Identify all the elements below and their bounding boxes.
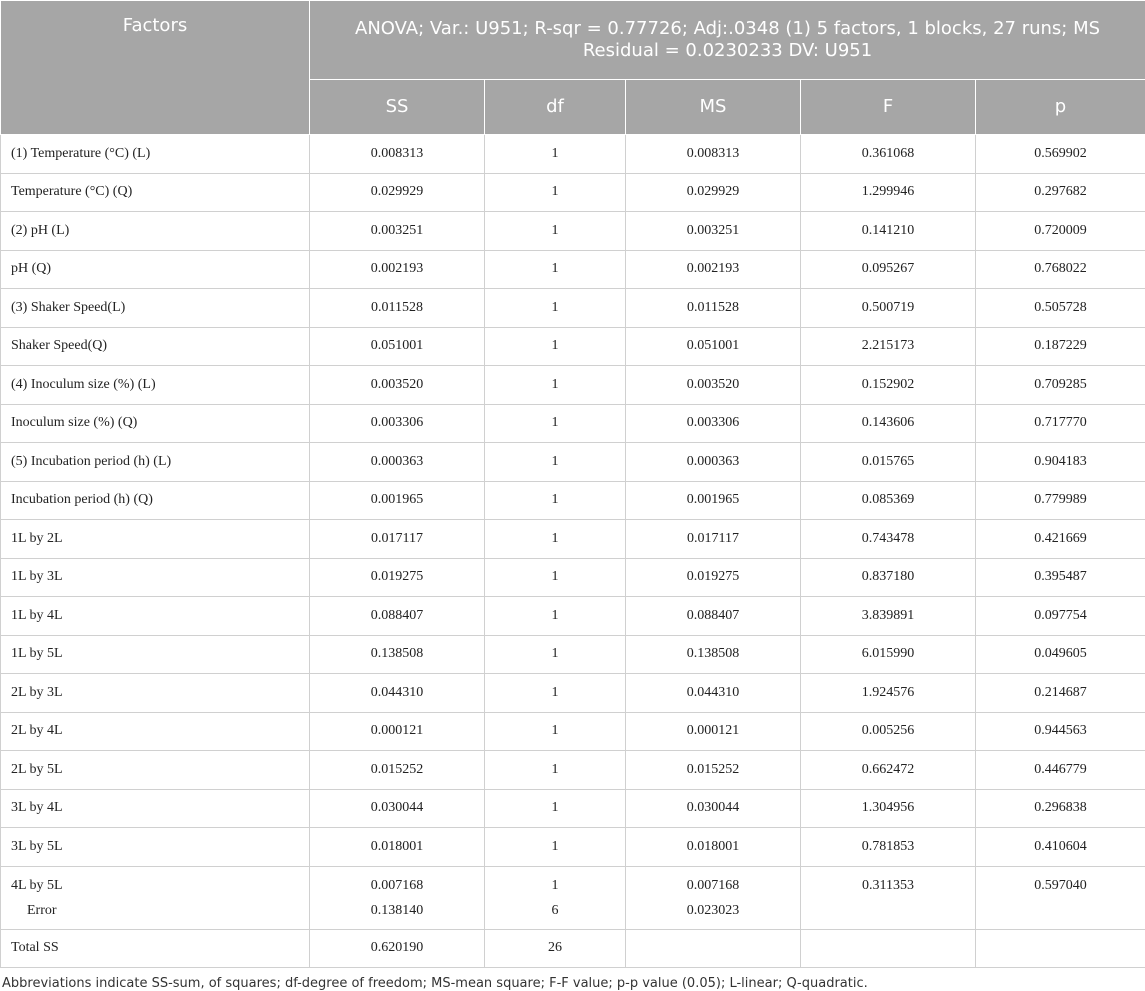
ms-cell: 0.000121 (626, 712, 801, 751)
ss-cell: 0.018001 (310, 828, 485, 867)
ss-cell: 0.003520 (310, 366, 485, 405)
table-row (1, 712, 1145, 751)
ss-cell (310, 866, 485, 929)
df-cell: 1 (485, 712, 626, 751)
ms-cell: 0.003306 (626, 404, 801, 443)
df-cell: 1 (485, 828, 626, 867)
factor-cell: Shaker Speed(Q) (1, 327, 310, 366)
factor-cell: Inoculum size (%) (Q) (1, 404, 310, 443)
table-row (1, 751, 1145, 790)
ss-cell: 0.051001 (310, 327, 485, 366)
ss-cell: 0.029929 (310, 173, 485, 212)
factor-cell: pH (Q) (1, 250, 310, 289)
ss-cell: 0.003251 (310, 212, 485, 251)
p-cell: 0.717770 (976, 404, 1145, 443)
df-cell: 1 (485, 520, 626, 559)
df-value-error: 6 (485, 898, 625, 923)
factor-cell: 2L by 3L (1, 674, 310, 713)
factor-cell: Total SS (1, 929, 310, 968)
p-cell: 0.214687 (976, 674, 1145, 713)
f-cell: 0.095267 (801, 250, 976, 289)
ss-cell: 0.003306 (310, 404, 485, 443)
f-cell: 6.015990 (801, 635, 976, 674)
p-cell: 0.395487 (976, 558, 1145, 597)
factor-cell (1, 866, 310, 929)
ss-cell: 0.019275 (310, 558, 485, 597)
f-cell: 0.662472 (801, 751, 976, 790)
table-row (1, 635, 1145, 674)
f-cell: 0.143606 (801, 404, 976, 443)
ms-cell: 0.001965 (626, 481, 801, 520)
p-value: 0.597040 (976, 873, 1145, 898)
table-body (1, 135, 1145, 968)
ms-cell: 0.029929 (626, 173, 801, 212)
col-header-f: F (801, 79, 976, 134)
p-cell: 0.187229 (976, 327, 1145, 366)
f-cell: 0.005256 (801, 712, 976, 751)
f-cell: 0.500719 (801, 289, 976, 328)
ms-cell: 0.011528 (626, 289, 801, 328)
table-row (1, 789, 1145, 828)
ms-cell: 0.002193 (626, 250, 801, 289)
ss-cell: 0.044310 (310, 674, 485, 713)
df-cell: 1 (485, 443, 626, 482)
table-row-combined (1, 866, 1145, 929)
ms-cell: 0.003520 (626, 366, 801, 405)
df-cell: 1 (485, 366, 626, 405)
ss-value: 0.007168 (310, 873, 484, 898)
df-cell: 1 (485, 212, 626, 251)
ss-cell: 0.138508 (310, 635, 485, 674)
factors-header: Factors (1, 1, 310, 135)
ms-cell: 0.018001 (626, 828, 801, 867)
p-cell: 0.904183 (976, 443, 1145, 482)
p-cell: 0.779989 (976, 481, 1145, 520)
p-cell: 0.296838 (976, 789, 1145, 828)
df-cell: 1 (485, 327, 626, 366)
p-cell: 0.505728 (976, 289, 1145, 328)
table-row (1, 481, 1145, 520)
ms-value-error: 0.023023 (626, 898, 800, 923)
factor-cell: Temperature (°C) (Q) (1, 173, 310, 212)
anova-title-header: ANOVA; Var.: U951; R-sqr = 0.77726; Adj:.0348 (1) 5 factors, 1 blocks, 27 runs; MS Residual = 0.0230233 DV: U951 (310, 1, 1145, 80)
factor-cell: 1L by 3L (1, 558, 310, 597)
p-cell (976, 866, 1145, 929)
table-row (1, 173, 1145, 212)
df-cell: 1 (485, 404, 626, 443)
f-cell: 0.141210 (801, 212, 976, 251)
f-cell: 0.152902 (801, 366, 976, 405)
p-cell: 0.410604 (976, 828, 1145, 867)
df-value: 1 (485, 873, 625, 898)
table-row (1, 366, 1145, 405)
ms-cell: 0.000363 (626, 443, 801, 482)
df-cell: 1 (485, 558, 626, 597)
p-cell: 0.297682 (976, 173, 1145, 212)
ss-cell: 0.002193 (310, 250, 485, 289)
f-cell: 0.781853 (801, 828, 976, 867)
factor-cell: (3) Shaker Speed(L) (1, 289, 310, 328)
col-header-p: p (976, 79, 1145, 134)
table-row (1, 212, 1145, 251)
ss-cell: 0.017117 (310, 520, 485, 559)
df-cell: 1 (485, 250, 626, 289)
f-cell: 1.924576 (801, 674, 976, 713)
table-row-total (1, 929, 1145, 968)
ms-cell: 0.015252 (626, 751, 801, 790)
factor-cell: 3L by 5L (1, 828, 310, 867)
ms-cell: 0.044310 (626, 674, 801, 713)
col-header-ms: MS (626, 79, 801, 134)
factor-name-error: Error (11, 898, 309, 923)
f-cell (801, 929, 976, 968)
ms-cell: 0.051001 (626, 327, 801, 366)
table-row (1, 674, 1145, 713)
table-row (1, 404, 1145, 443)
table-row (1, 558, 1145, 597)
col-header-ss: SS (310, 79, 485, 134)
footnote: Abbreviations indicate SS-sum, of squares; df-degree of freedom; MS-mean square; F-F value; p-p value (0.05); L-linear; Q-quadratic. (2, 976, 1145, 991)
factor-cell: 1L by 4L (1, 597, 310, 636)
f-cell (801, 866, 976, 929)
ss-cell: 0.015252 (310, 751, 485, 790)
f-cell: 0.085369 (801, 481, 976, 520)
factor-cell: 3L by 4L (1, 789, 310, 828)
ss-cell: 0.000121 (310, 712, 485, 751)
df-cell: 26 (485, 929, 626, 968)
ss-cell: 0.030044 (310, 789, 485, 828)
table-row (1, 327, 1145, 366)
ms-value: 0.007168 (626, 873, 800, 898)
p-cell: 0.709285 (976, 366, 1145, 405)
f-cell: 1.299946 (801, 173, 976, 212)
factor-name: 4L by 5L (11, 873, 309, 898)
table-header (1, 1, 1145, 135)
f-cell: 2.215173 (801, 327, 976, 366)
df-cell (485, 866, 626, 929)
ss-cell: 0.011528 (310, 289, 485, 328)
table-row (1, 597, 1145, 636)
p-cell: 0.944563 (976, 712, 1145, 751)
df-cell: 1 (485, 635, 626, 674)
p-cell (976, 929, 1145, 968)
factor-cell: 1L by 2L (1, 520, 310, 559)
ss-cell: 0.620190 (310, 929, 485, 968)
f-value: 0.311353 (801, 873, 975, 898)
factor-cell: Incubation period (h) (Q) (1, 481, 310, 520)
df-cell: 1 (485, 751, 626, 790)
df-cell: 1 (485, 597, 626, 636)
factor-cell: (1) Temperature (°C) (L) (1, 135, 310, 174)
col-header-df: df (485, 79, 626, 134)
factor-cell: (4) Inoculum size (%) (L) (1, 366, 310, 405)
f-cell: 0.361068 (801, 135, 976, 174)
df-cell: 1 (485, 674, 626, 713)
df-cell: 1 (485, 481, 626, 520)
f-cell: 0.837180 (801, 558, 976, 597)
f-cell: 0.743478 (801, 520, 976, 559)
ms-cell: 0.003251 (626, 212, 801, 251)
ss-cell: 0.088407 (310, 597, 485, 636)
ss-value-error: 0.138140 (310, 898, 484, 923)
df-cell: 1 (485, 135, 626, 174)
f-cell: 0.015765 (801, 443, 976, 482)
p-cell: 0.097754 (976, 597, 1145, 636)
p-cell: 0.421669 (976, 520, 1145, 559)
ms-cell: 0.088407 (626, 597, 801, 636)
ss-cell: 0.001965 (310, 481, 485, 520)
table-row (1, 250, 1145, 289)
ms-cell: 0.138508 (626, 635, 801, 674)
table-row (1, 135, 1145, 174)
p-cell: 0.768022 (976, 250, 1145, 289)
df-cell: 1 (485, 289, 626, 328)
factor-cell: 2L by 4L (1, 712, 310, 751)
df-cell: 1 (485, 789, 626, 828)
ms-cell (626, 866, 801, 929)
table-row (1, 443, 1145, 482)
p-cell: 0.720009 (976, 212, 1145, 251)
ss-cell: 0.000363 (310, 443, 485, 482)
f-cell: 3.839891 (801, 597, 976, 636)
table-row (1, 289, 1145, 328)
p-cell: 0.049605 (976, 635, 1145, 674)
ms-cell: 0.008313 (626, 135, 801, 174)
factor-cell: (2) pH (L) (1, 212, 310, 251)
table-row (1, 520, 1145, 559)
ms-cell: 0.019275 (626, 558, 801, 597)
f-cell: 1.304956 (801, 789, 976, 828)
ms-cell (626, 929, 801, 968)
factor-cell: 2L by 5L (1, 751, 310, 790)
p-cell: 0.446779 (976, 751, 1145, 790)
ms-cell: 0.030044 (626, 789, 801, 828)
table-row (1, 828, 1145, 867)
ss-cell: 0.008313 (310, 135, 485, 174)
p-cell: 0.569902 (976, 135, 1145, 174)
ms-cell: 0.017117 (626, 520, 801, 559)
factor-cell: 1L by 5L (1, 635, 310, 674)
df-cell: 1 (485, 173, 626, 212)
factor-cell: (5) Incubation period (h) (L) (1, 443, 310, 482)
